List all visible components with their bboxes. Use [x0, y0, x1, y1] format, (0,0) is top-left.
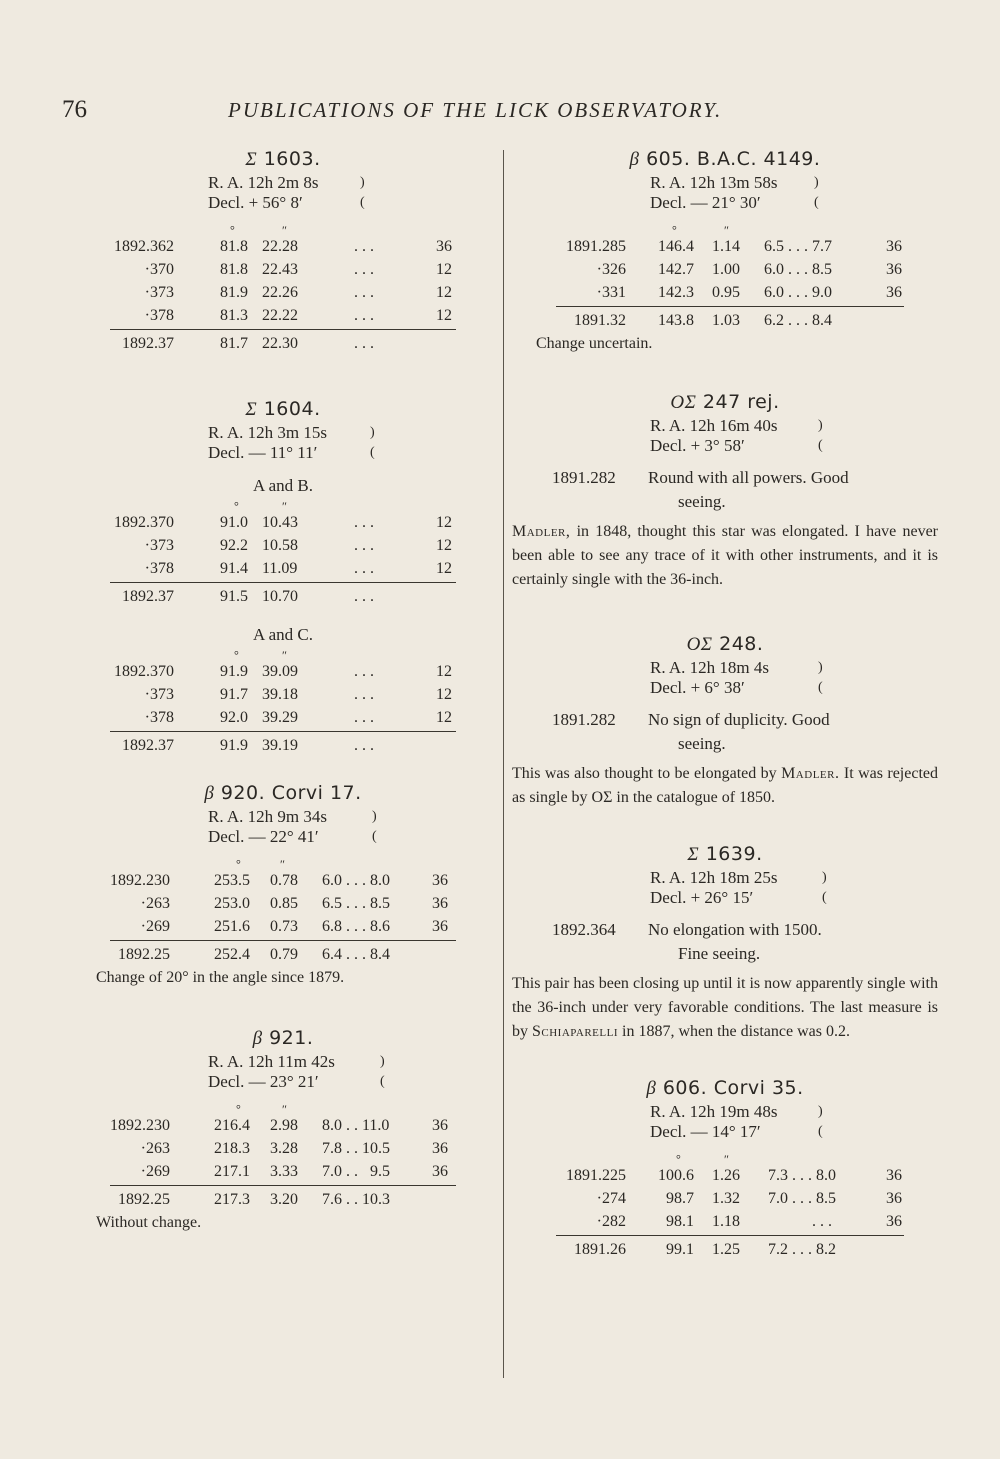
table-row: 1892.230 253.5 0.78 6.0 . . . 8.0 36	[110, 872, 448, 889]
brace-bottom: (	[360, 195, 365, 210]
mean-row: 1892.37 91.9 39.19 . . .	[122, 737, 374, 754]
declination: Decl. — 23° 21′	[208, 1072, 319, 1091]
right-ascension: R. A. 12h 18m 25s	[650, 868, 778, 887]
section-b921	[96, 1024, 456, 1235]
right-ascension: R. A. 12h 13m 58s	[650, 173, 778, 192]
table-row: 1891.225 100.6 1.26 7.3 . . . 8.0 36	[566, 1167, 902, 1184]
section-title: β 605. B.A.C. 4149.	[629, 148, 821, 170]
pair-label: A and C.	[253, 625, 313, 644]
mean-row: 1891.26 99.1 1.25 7.2 . . . 8.2	[574, 1241, 836, 1258]
mean-row: 1892.37 81.7 22.30 . . .	[122, 335, 374, 352]
measures-table	[110, 1114, 456, 1211]
pair-label: A and B.	[253, 476, 313, 495]
section-os247	[512, 388, 938, 592]
declination: Decl. — 11° 11′	[208, 443, 318, 462]
right-ascension: R. A. 12h 18m 4s	[650, 658, 770, 677]
declination: Decl. — 22° 41′	[208, 827, 319, 846]
right-ascension: R. A. 12h 19m 48s	[650, 1102, 778, 1121]
observation-text-cont: seeing.	[678, 734, 726, 753]
section-b606	[512, 1074, 938, 1261]
units-row: ° ″	[236, 1102, 287, 1116]
coordinates: R. A. 12h 13m 58s Decl. — 21° 30′ ) (	[650, 173, 819, 212]
table-rule	[556, 1235, 904, 1236]
observation-date: 1892.364	[552, 920, 616, 939]
coordinates: R. A. 12h 3m 15s Decl. — 11° 11′ ) (	[208, 423, 375, 462]
section-title: OΣ 248.	[686, 633, 764, 655]
paragraph: Madler, in 1848, thought this star was elongated. I have never been able to see any trace of it with other instruments, and it is certainly single with the 36-inch.	[512, 523, 938, 588]
measures-table	[512, 1164, 938, 1261]
page-header	[0, 96, 1000, 128]
observation-text: No sign of duplicity. Good	[648, 710, 830, 729]
section-note: Change uncertain.	[536, 335, 653, 352]
mean-row: 1891.32 143.8 1.03 6.2 . . . 8.4	[574, 312, 832, 329]
right-ascension: R. A. 12h 3m 15s	[208, 423, 328, 442]
table-row: ·370 81.8 22.43 . . . 12	[144, 261, 452, 278]
mean-row: 1892.37 91.5 10.70 . . .	[122, 588, 374, 605]
table-row: 1892.362 81.8 22.28 . . . 36	[114, 238, 452, 255]
table-rule	[110, 940, 456, 941]
table-row: ·378 91.4 11.09 . . . 12	[144, 560, 452, 577]
table-rule	[110, 731, 456, 732]
declination: Decl. + 26° 15′	[650, 888, 754, 907]
table-row: ·269 217.1 3.33 7.0 . . 9.5 36	[140, 1163, 448, 1180]
brace-top: )	[360, 175, 365, 190]
coordinates: R. A. 12h 18m 4s Decl. + 6° 38′ ) (	[650, 658, 823, 697]
mean-row: 1892.25 252.4 0.79 6.4 . . . 8.4	[118, 946, 390, 963]
coordinates: R. A. 12h 9m 34s Decl. — 22° 41′ ) (	[208, 807, 377, 846]
measures-table	[110, 235, 456, 355]
table-row: ·326 142.7 1.00 6.0 . . . 8.5 36	[596, 261, 902, 278]
page-number: 76	[62, 96, 87, 123]
section-b920	[96, 779, 456, 990]
observation-text: No elongation with 1500.	[648, 920, 822, 939]
units-row: ° ″	[672, 223, 729, 237]
declination: Decl. + 3° 58′	[650, 436, 745, 455]
observation	[512, 466, 938, 514]
table-row: ·378 81.3 22.22 . . . 12	[144, 307, 452, 324]
table-rule	[556, 306, 904, 307]
observation	[512, 918, 938, 966]
section-title: β 921.	[252, 1027, 314, 1049]
units-row: ° ″	[236, 857, 285, 871]
declination: Decl. + 56° 8′	[208, 193, 303, 212]
coordinates: R. A. 12h 18m 25s Decl. + 26° 15′ ) (	[650, 868, 827, 907]
observation-text-cont: Fine seeing.	[678, 944, 761, 963]
table-row: 1892.370 91.9 39.09 . . . 12	[114, 663, 452, 680]
table-row: ·269 251.6 0.73 6.8 . . . 8.6 36	[140, 918, 448, 935]
measures-table	[512, 235, 938, 332]
section-s1639	[512, 840, 938, 1044]
measures-table	[110, 511, 456, 608]
table-row: 1892.230 216.4 2.98 8.0 . . 11.0 36	[110, 1117, 448, 1134]
column-divider	[503, 150, 504, 1378]
table-row: ·373 81.9 22.26 . . . 12	[144, 284, 452, 301]
section-title: β 606. Corvi 35.	[646, 1077, 804, 1099]
table-row: ·274 98.7 1.32 7.0 . . . 8.5 36	[596, 1190, 902, 1207]
declination: Decl. + 6° 38′	[650, 678, 745, 697]
paragraph: This pair has been closing up until it is now apparently single with the 36-inch under very favorable conditions. The last measure is by Schiaparelli in 1887, when the distance was 0.2.	[512, 975, 938, 1040]
table-row: ·378 92.0 39.29 . . . 12	[144, 709, 452, 726]
section-s1603	[110, 145, 456, 355]
table-rule	[110, 582, 456, 583]
table-row: ·373 91.7 39.18 . . . 12	[144, 686, 452, 703]
table-row: ·331 142.3 0.95 6.0 . . . 9.0 36	[596, 284, 902, 301]
table-row: ·263 253.0 0.85 6.5 . . . 8.5 36	[140, 895, 448, 912]
units-row: ° ″	[234, 648, 287, 662]
coordinates: R. A. 12h 16m 40s Decl. + 3° 58′ ) (	[650, 416, 823, 455]
measures-table	[110, 660, 456, 757]
right-ascension: R. A. 12h 16m 40s	[650, 416, 778, 435]
right-ascension: R. A. 12h 11m 42s	[208, 1052, 335, 1071]
table-rule	[110, 329, 456, 330]
right-column	[512, 145, 938, 1261]
units-row: ° ″	[230, 223, 287, 237]
declination: Decl. — 14° 17′	[650, 1122, 761, 1141]
table-row: ·282 98.1 1.18 . . . 36	[596, 1213, 902, 1230]
paragraph: This was also thought to be elongated by Madler. It was rejected as single by OΣ in the catalogue of 1850.	[512, 765, 939, 806]
section-title: Σ 1603.	[245, 148, 321, 170]
observation-date: 1891.282	[552, 468, 616, 487]
left-column	[96, 145, 456, 1235]
table-row: 1891.285 146.4 1.14 6.5 . . . 7.7 36	[566, 238, 902, 255]
table-row: 1892.370 91.0 10.43 . . . 12	[114, 514, 452, 531]
section-title: Σ 1604.	[245, 398, 321, 420]
section-note: Without change.	[96, 1214, 202, 1231]
coordinates: R. A. 12h 19m 48s Decl. — 14° 17′ ) (	[650, 1102, 823, 1141]
table-row: ·263 218.3 3.28 7.8 . . 10.5 36	[140, 1140, 448, 1157]
observation-date: 1891.282	[552, 710, 616, 729]
table-rule	[110, 1185, 456, 1186]
mean-row: 1892.25 217.3 3.20 7.6 . . 10.3	[118, 1191, 390, 1208]
section-title: OΣ 247 rej.	[670, 391, 780, 413]
units-row: ° ″	[676, 1152, 729, 1166]
section-title: Σ 1639.	[687, 843, 763, 865]
section-title: β 920. Corvi 17.	[204, 782, 362, 804]
units-row: ° ″	[234, 499, 287, 513]
section-note: Change of 20° in the angle since 1879.	[96, 969, 345, 986]
section-b605	[512, 145, 938, 356]
running-title: PUBLICATIONS OF THE LICK OBSERVATORY.	[228, 98, 723, 122]
table-row: ·373 92.2 10.58 . . . 12	[144, 537, 452, 554]
observation	[512, 708, 938, 756]
right-ascension: R. A. 12h 9m 34s	[208, 807, 328, 826]
right-ascension: R. A. 12h 2m 8s	[208, 173, 319, 192]
section-os248	[512, 630, 938, 810]
measures-table	[110, 869, 456, 966]
coordinates: R. A. 12h 11m 42s Decl. — 23° 21′ ) (	[208, 1052, 385, 1091]
observation-text: Round with all powers. Good	[648, 468, 849, 487]
observation-text-cont: seeing.	[678, 492, 726, 511]
coordinates	[110, 173, 456, 223]
declination: Decl. — 21° 30′	[650, 193, 761, 212]
section-s1604	[110, 395, 456, 757]
